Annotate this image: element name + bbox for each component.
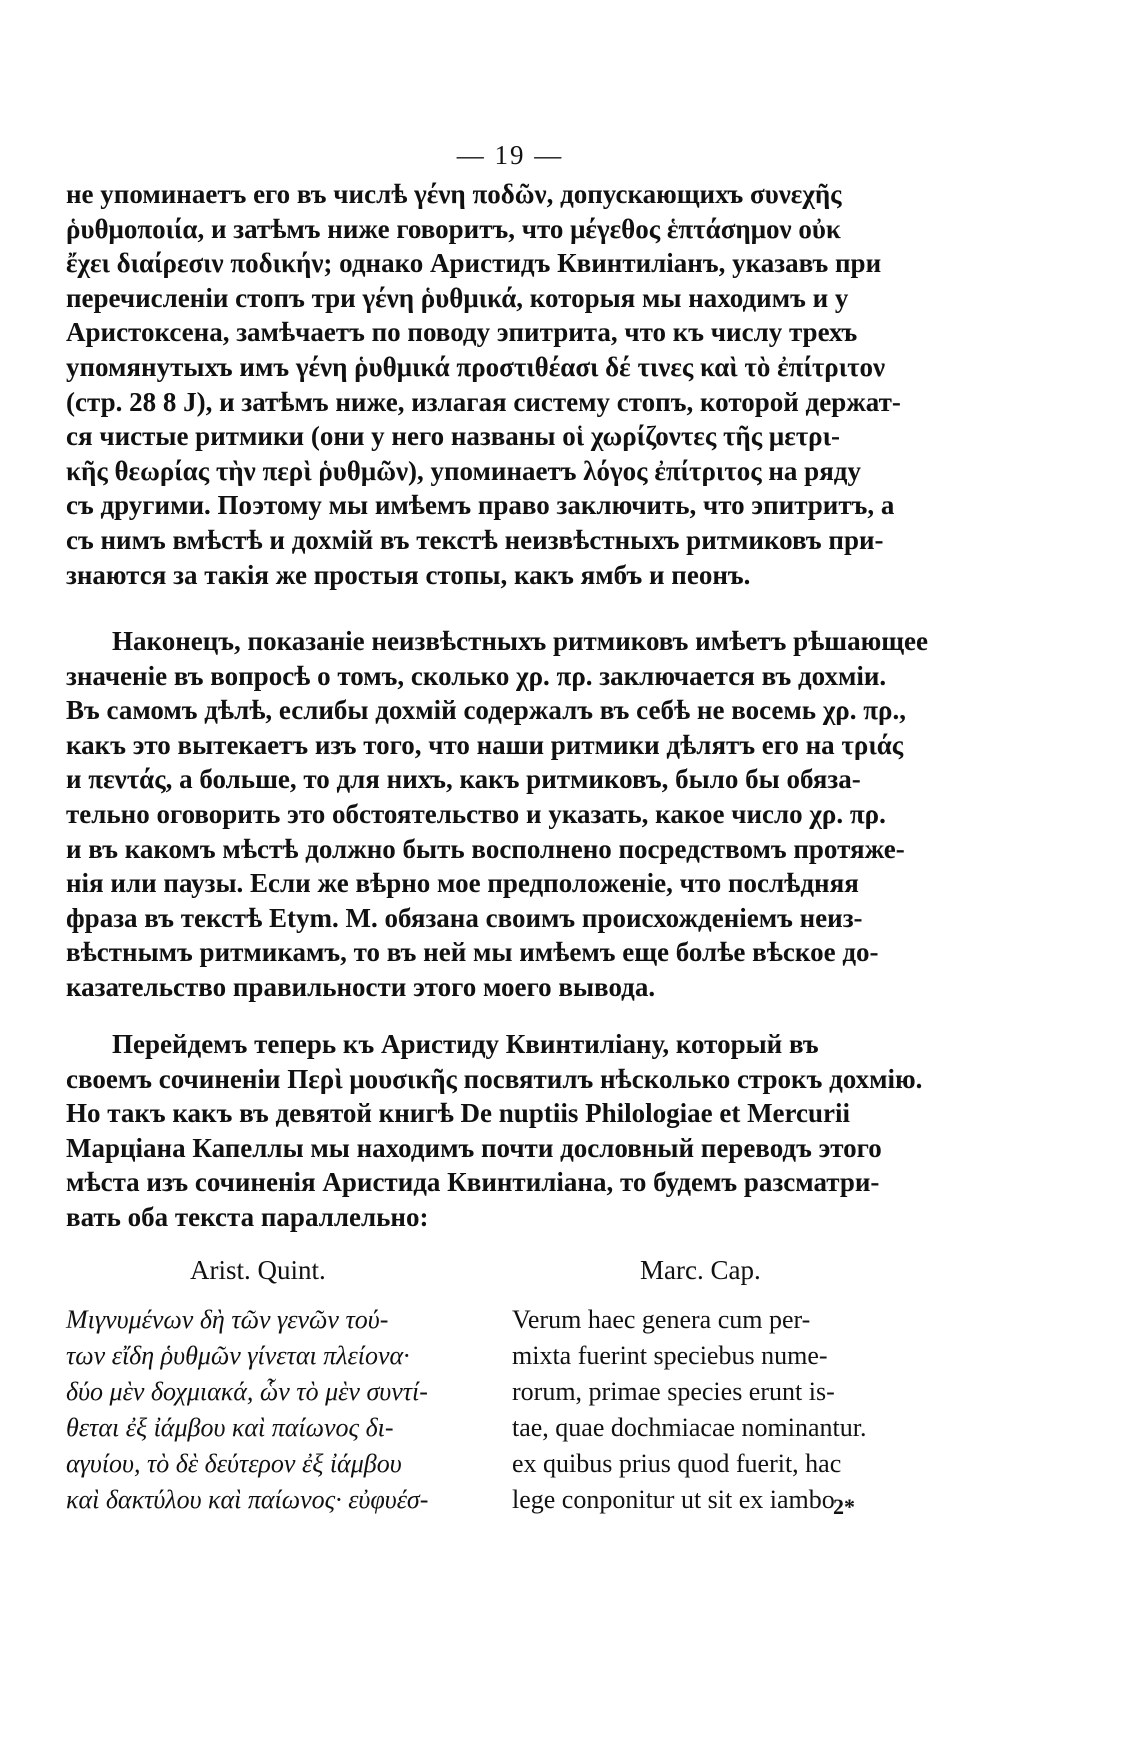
text-line: тельно оговорить это обстоятельство и указать, какое число χρ. πρ. xyxy=(66,798,886,829)
text-line: какъ это вытекаетъ изъ того, что наши ритмики дѣлятъ его на τριάς xyxy=(66,729,904,760)
text-line: знаются за такія же простыя стопы, какъ ямбъ и пеонъ. xyxy=(66,559,751,590)
paragraph-2 xyxy=(66,624,936,1005)
text-line: καὶ δακτύλου καὶ παίωνος· εὐφυέσ- xyxy=(66,1485,429,1514)
text-line: (стр. 28 8 J), и затѣмъ ниже, излагая систему стопъ, которой держат- xyxy=(66,386,901,417)
text-line: ῥυθμοποιία, и затѣмъ ниже говоритъ, что μέγεθος ἑπτάσημον οὐκ xyxy=(66,213,841,244)
text-line: своемъ сочиненіи Περὶ μουσικῆς посвятилъ нѣсколько строкъ дохмію. xyxy=(66,1063,923,1094)
text-line: упомянутыхъ имъ γένη ῥυθμικά προστιθέασι δέ τινες καὶ τὸ ἐπίτριτον xyxy=(66,351,886,382)
text-line: Перейдемъ теперь къ Аристиду Квинтиліану, который въ xyxy=(112,1029,819,1059)
text-line: αγυίου, τὸ δὲ δεύτερον ἐξ ἰάμβου xyxy=(66,1449,402,1478)
text-line: ἔχει διαίρεσιν ποδικήν; однако Аристидъ Квинтиліанъ, указавъ при xyxy=(66,248,882,279)
text-line: фраза въ текстѣ Etym. M. обязана своимъ происхожденіемъ неиз- xyxy=(66,902,863,933)
text-line: των εἴδη ῥυθμῶν γίνεται πλείονα· xyxy=(66,1341,410,1370)
signature-mark: 2* xyxy=(833,1494,855,1519)
page-number: — 19 — xyxy=(456,140,564,170)
column-header-marc-cap: Marc. Cap. xyxy=(640,1255,761,1285)
text-line: нія или паузы. Если же вѣрно мое предположеніе, что послѣдняя xyxy=(66,868,859,899)
text-line: перечисленіи стопъ три γένη ῥυθμικά, которыя мы находимъ и у xyxy=(66,282,849,313)
text-line: δύο μὲν δοχμιακά, ὧν τὸ μὲν συντί- xyxy=(66,1377,428,1406)
text-line: tae, quae dochmiacae nominantur. xyxy=(512,1413,867,1442)
text-line: κῆς θεωρίας τὴν περὶ ῥυθμῶν), упоминаетъ λόγος ἐπίτριτος на ряду xyxy=(66,455,861,486)
text-line: съ нимъ вмѣстѣ и дохмій въ текстѣ неизвѣстныхъ ритмиковъ при- xyxy=(66,524,884,555)
text-line: Аристоксена, замѣчаетъ по поводу эпитрита, что къ числу трехъ xyxy=(66,317,858,348)
text-line: не упоминаетъ его въ числѣ γένη ποδῶν, допускающихъ συνεχῆς xyxy=(66,179,842,209)
paragraph-1 xyxy=(66,177,936,592)
text-line: Марціана Капеллы мы находимъ почти дословный переводъ этого xyxy=(66,1132,882,1163)
paragraph-3 xyxy=(66,1027,936,1235)
text-line: и πεντάς, а больше, то для нихъ, какъ ритмиковъ, было бы обяза- xyxy=(66,764,861,795)
text-line: Въ самомъ дѣлѣ, еслибы дохмій содержалъ въ себѣ не восемь χρ. πρ., xyxy=(66,695,906,726)
latin-column xyxy=(512,1302,936,1518)
column-header-arist-quint: Arist. Quint. xyxy=(190,1255,326,1285)
text-line: значеніе въ вопросѣ о томъ, сколько χρ. πρ. заключается въ дохміи. xyxy=(66,660,887,691)
text-line: вать оба текста параллельно: xyxy=(66,1201,429,1232)
text-line: θεται ἐξ ἰάμβου καὶ παίωνος δι- xyxy=(66,1413,394,1442)
text-line: ex quibus prius quod fuerit, hac xyxy=(512,1449,842,1478)
text-line: ся чистые ритмики (они у него названы οἱ χωρίζοντες τῆς μετρι- xyxy=(66,421,840,452)
text-line: мѣста изъ сочиненія Аристида Квинтиліана, то будемъ разсматри- xyxy=(66,1167,880,1198)
text-line: Наконецъ, показаніе неизвѣстныхъ ритмиковъ имѣетъ рѣшающее xyxy=(112,626,928,656)
text-line: казательство правильности этого моего вывода. xyxy=(66,971,656,1002)
greek-column xyxy=(66,1302,476,1518)
text-line: Но такъ какъ въ девятой книгѣ De nuptiis Philologiae et Mercurii xyxy=(66,1098,851,1129)
text-line: вѣстнымъ ритмикамъ, то въ ней мы имѣемъ еще болѣе вѣское до- xyxy=(66,937,879,968)
text-line: съ другими. Поэтому мы имѣемъ право заключить, что эпитритъ, а xyxy=(66,490,895,521)
text-line: rorum, primae species erunt is- xyxy=(512,1377,835,1406)
text-line: mixta fuerint speciebus nume- xyxy=(512,1341,828,1370)
text-line: lege conponitur ut sit ex iambo xyxy=(512,1485,835,1514)
text-line: Verum haec genera cum per- xyxy=(512,1305,811,1334)
text-line: Μιγνυμένων δὴ τῶν γενῶν τού- xyxy=(66,1305,389,1334)
text-line: и въ какомъ мѣстѣ должно быть восполнено посредствомъ протяже- xyxy=(66,833,905,864)
